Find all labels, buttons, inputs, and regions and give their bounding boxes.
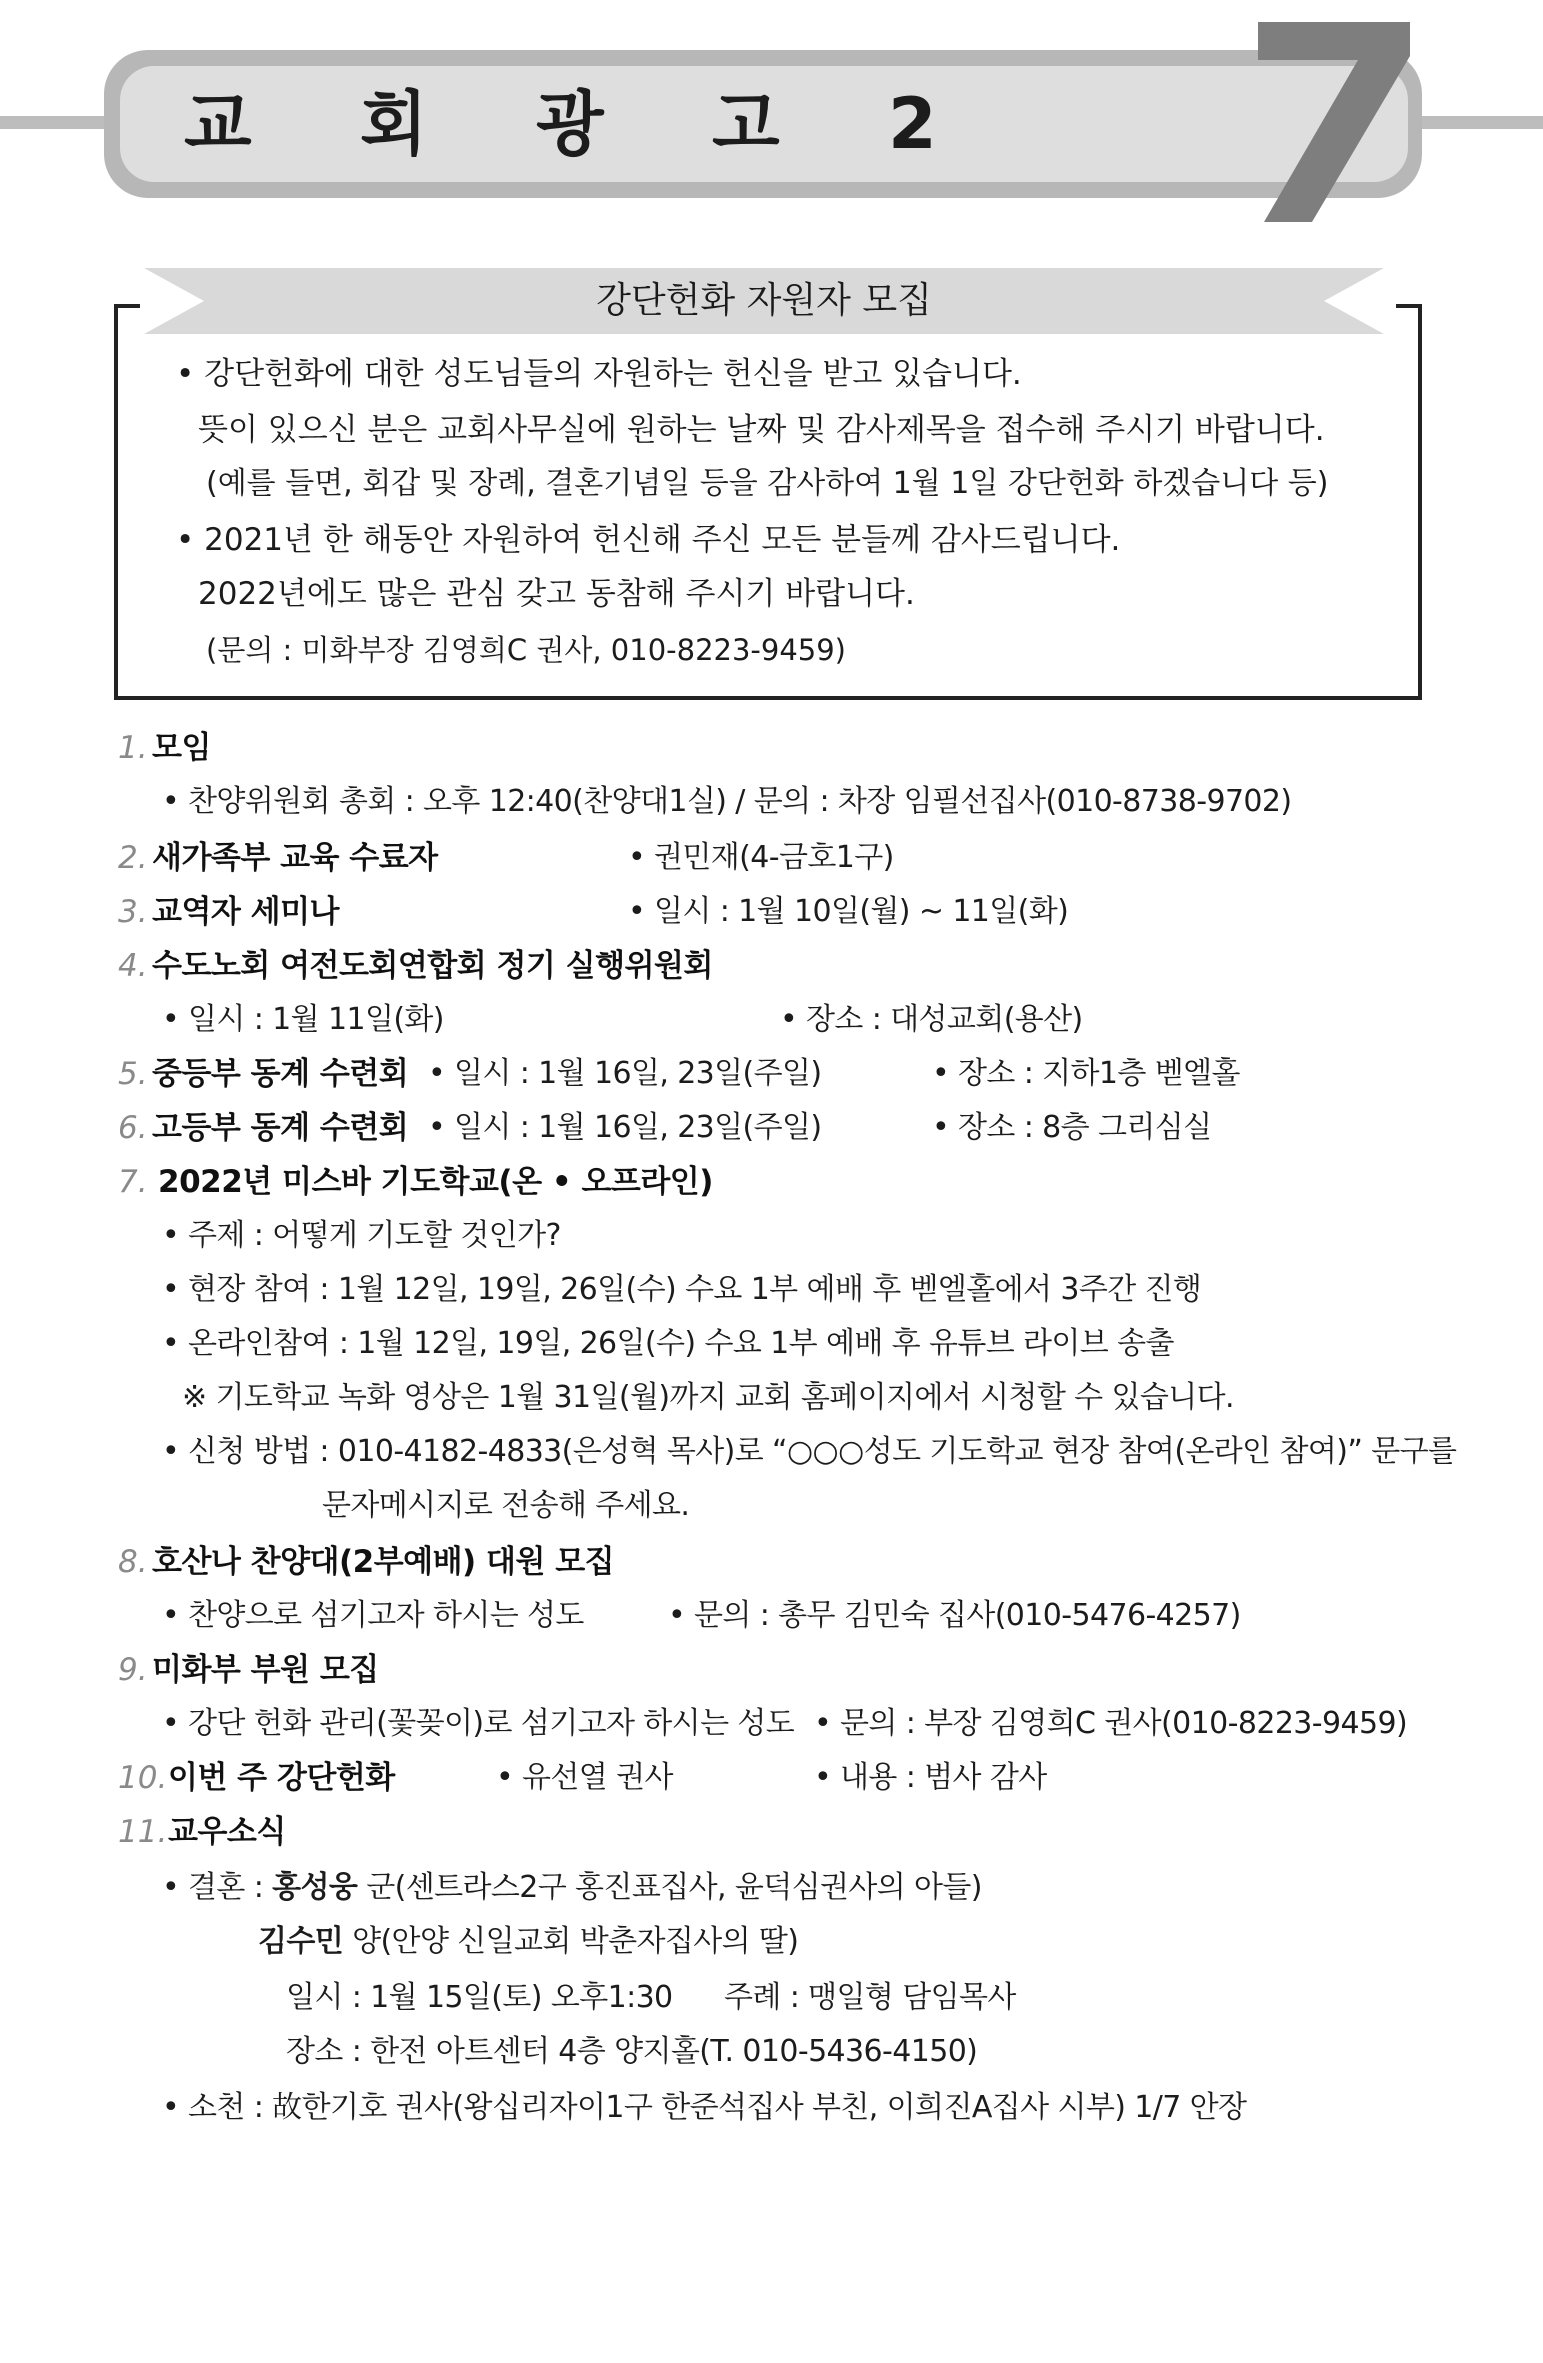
header-rule-right xyxy=(1408,116,1543,129)
notice-line: 2022년에도 많은 관심 갖고 동참해 주시기 바랍니다. xyxy=(198,576,915,612)
section-detail: • 찬양으로 섬기고자 하시는 성도 xyxy=(162,1598,584,1633)
section-detail: • 일시 : 1월 10일(월) ~ 11일(화) xyxy=(628,894,1069,929)
section-detail: • 일시 : 1월 16일, 23일(주일) xyxy=(428,1056,822,1091)
section-detail: • 일시 : 1월 16일, 23일(주일) xyxy=(428,1110,822,1145)
section-title: 이번 주 강단헌화 xyxy=(168,1760,395,1796)
section-detail: • 권민재(4-금호1구) xyxy=(628,840,894,875)
bride-name: 김수민 xyxy=(258,1924,344,1959)
section-detail: • 온라인참여 : 1월 12일, 19일, 26일(수) 수요 1부 예배 후 유튜브 라이브 송출 xyxy=(162,1326,1174,1361)
section-number: 8. xyxy=(118,1544,148,1580)
section-title: 수도노회 여전도회연합회 정기 실행위원회 xyxy=(152,948,713,984)
section-number: 10. xyxy=(118,1760,168,1796)
section-detail: • 문의 : 부장 김영희C 권사(010-8223-9459) xyxy=(814,1706,1408,1741)
notice-line: (문의 : 미화부장 김영희C 권사, 010-8223-9459) xyxy=(206,633,846,667)
groom-detail: 군(센트라스2구 홍진표집사, 윤덕심권사의 아들) xyxy=(357,1870,982,1905)
section-detail: • 일시 : 1월 11일(화) xyxy=(162,1002,444,1037)
section-detail: • 유선열 권사 xyxy=(496,1760,673,1795)
section-detail: • 문의 : 총무 김민숙 집사(010-5476-4257) xyxy=(668,1598,1241,1633)
notice-line: 뜻이 있으신 분은 교회사무실에 원하는 날짜 및 감사제목을 접수해 주시기 바랍니다. xyxy=(198,412,1325,448)
section-number: 3. xyxy=(118,894,148,930)
section-title: 중등부 동계 수련회 xyxy=(152,1056,409,1092)
section-detail: • 찬양위원회 총회 : 오후 12:40(찬양대1실) / 문의 : 차장 임필선집사(010-8738-9702) xyxy=(162,784,1292,819)
wedding-line xyxy=(162,1866,982,1910)
bride-detail: 양(안양 신일교회 박춘자집사의 딸) xyxy=(343,1924,799,1959)
section-title: 미화부 부원 모집 xyxy=(152,1652,379,1688)
groom-name: 홍성웅 xyxy=(272,1870,358,1905)
notice-line: • 2021년 한 해동안 자원하여 헌신해 주신 모든 분들께 감사드립니다. xyxy=(176,522,1121,558)
section-detail: • 장소 : 지하1층 벧엘홀 xyxy=(932,1056,1240,1091)
notice-box-corner-right xyxy=(1396,304,1422,328)
header-rule-left xyxy=(0,116,120,129)
section-number: 1. xyxy=(118,730,148,766)
section-number: 2. xyxy=(118,840,148,876)
wedding-officiant: 주례 : 맹일형 담임목사 xyxy=(724,1980,1016,2015)
section-detail: • 강단 헌화 관리(꽃꽂이)로 섬기고자 하시는 성도 xyxy=(162,1706,795,1741)
section-number: 4. xyxy=(118,948,148,984)
wedding-place: 장소 : 한전 아트센터 4층 양지홀(T. 010-5436-4150) xyxy=(286,2034,978,2069)
notice-line: (예를 들면, 회갑 및 장례, 결혼기념일 등을 감사하여 1월 1일 강단헌화 하겠습니다 등) xyxy=(206,466,1329,501)
section-number: 11. xyxy=(118,1814,168,1850)
section-note: ※ 기도학교 녹화 영상은 1월 31일(월)까지 교회 홈페이지에서 시청할 수 있습니다. xyxy=(182,1380,1234,1415)
section-detail: • 장소 : 8층 그리심실 xyxy=(932,1110,1212,1145)
section-detail: 문자메시지로 전송해 주세요. xyxy=(322,1488,690,1523)
section-number: 5. xyxy=(118,1056,148,1092)
wedding-label: • 결혼 : xyxy=(162,1870,273,1905)
section-title: 교우소식 xyxy=(168,1814,286,1850)
wedding-date: 일시 : 1월 15일(토) 오후1:30 xyxy=(286,1980,673,2015)
section-detail: • 주제 : 어떻게 기도할 것인가? xyxy=(162,1218,561,1253)
section-title: 2022년 미스바 기도학교(온 • 오프라인) xyxy=(158,1164,713,1200)
section-number: 9. xyxy=(118,1652,148,1688)
section-title: 고등부 동계 수련회 xyxy=(152,1110,409,1146)
section-number: 6. xyxy=(118,1110,148,1146)
funeral-line: • 소천 : 故한기호 권사(왕십리자이1구 한준석집사 부친, 이희진A집사 시부) 1/7 안장 xyxy=(162,2090,1247,2125)
section-title: 호산나 찬양대(2부예배) 대원 모집 xyxy=(152,1544,615,1580)
section-number: 7. xyxy=(118,1164,148,1200)
section-detail: • 신청 방법 : 010-4182-4833(은성혁 목사)로 “○○○성도 기도학교 현장 참여(온라인 참여)” 문구를 xyxy=(162,1434,1457,1469)
notice-box-corner-left xyxy=(114,304,140,328)
notice-line: • 강단헌화에 대한 성도님들의 자원하는 헌신을 받고 있습니다. xyxy=(176,356,1022,392)
page-title: 교 회 광 고 2 xyxy=(184,83,979,165)
section-title: 새가족부 교육 수료자 xyxy=(152,840,438,876)
notice-title: 강단헌화 자원자 모집 xyxy=(596,280,932,321)
section-title: 모임 xyxy=(152,730,211,766)
svg-text:7: 7 xyxy=(1230,22,1231,23)
page-number xyxy=(1230,22,1410,222)
bride-line xyxy=(258,1920,798,1964)
section-detail: • 장소 : 대성교회(용산) xyxy=(780,1002,1083,1037)
section-detail: • 내용 : 범사 감사 xyxy=(814,1760,1047,1795)
section-title: 교역자 세미나 xyxy=(152,894,339,930)
section-detail: • 현장 참여 : 1월 12일, 19일, 26일(수) 수요 1부 예배 후 벧엘홀에서 3주간 진행 xyxy=(162,1272,1202,1307)
